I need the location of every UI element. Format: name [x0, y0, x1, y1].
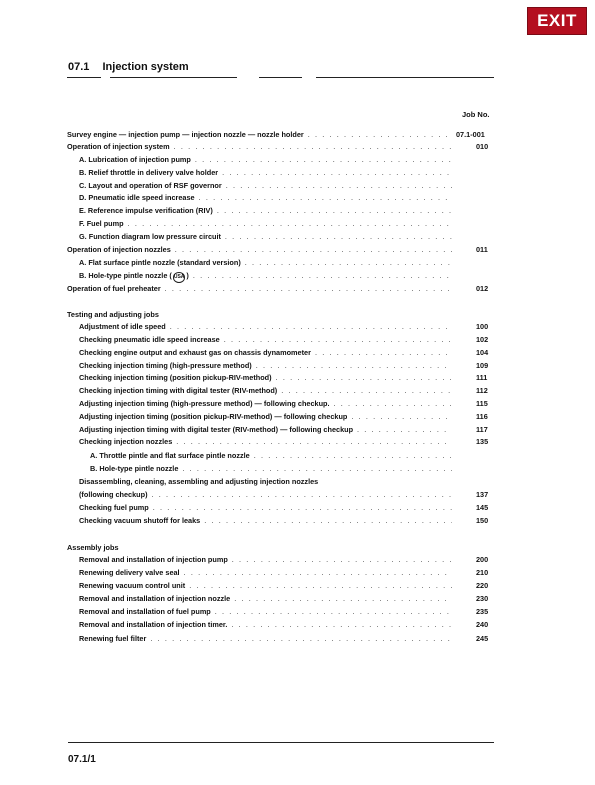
- toc-entry-label: B. Relief throttle in delivery valve holder: [79, 168, 219, 177]
- title-rule-1: [110, 77, 237, 78]
- toc-entry-label: A. Lubrication of injection pump: [79, 155, 191, 164]
- dot-leader: [215, 607, 452, 616]
- dot-leader: [231, 620, 452, 629]
- dot-leader: [170, 322, 452, 331]
- toc-entry-label: Removal and installation of fuel pump: [79, 607, 211, 616]
- dot-leader: [165, 284, 452, 293]
- dot-leader: [175, 245, 452, 254]
- toc-entry[interactable]: [79, 348, 489, 360]
- toc-entry[interactable]: [79, 607, 489, 619]
- toc-entry-label: Removal and installation of injection nozzle: [79, 594, 231, 603]
- dot-leader: [357, 425, 452, 434]
- toc-entry[interactable]: [79, 335, 489, 347]
- dot-leader: [152, 490, 452, 499]
- dot-leader: [276, 373, 452, 382]
- dot-leader: [193, 271, 452, 280]
- toc-entry-job-number: 116: [476, 412, 488, 421]
- exit-button[interactable]: EXIT: [527, 7, 587, 35]
- toc-entry[interactable]: [79, 271, 452, 283]
- toc-entry-job-number: 115: [476, 399, 488, 408]
- toc-entry[interactable]: [79, 412, 488, 424]
- toc-entry-job-number: 200: [476, 555, 489, 564]
- toc-entry-job-number: 245: [476, 634, 489, 643]
- toc-entry-label: Disassembling, cleaning, assembling and adjusting injection nozzles: [79, 477, 319, 486]
- toc-entry-label: D. Pneumatic idle speed increase: [79, 193, 195, 202]
- toc-entry-job-number: 137: [476, 490, 489, 499]
- dot-leader: [254, 451, 452, 460]
- toc-entry-label: C. Layout and operation of RSF governor: [79, 181, 222, 190]
- dot-leader: [182, 464, 452, 473]
- toc-entry[interactable]: [67, 130, 485, 142]
- toc-entry[interactable]: [79, 168, 452, 180]
- toc-entry-job-number: 150: [476, 516, 489, 525]
- toc-entry-label: Adjusting injection timing (high-pressure method) — following checkup.: [79, 399, 330, 408]
- title-underline: [67, 77, 101, 78]
- toc-entry-label: Survey engine — injection pump — injection nozzle — nozzle holder: [67, 130, 304, 139]
- toc-entry-label: Checking injection timing with digital tester (RIV-method): [79, 386, 278, 395]
- dot-leader: [226, 181, 452, 190]
- dot-leader: [334, 399, 452, 408]
- title-rule-3: [316, 77, 494, 78]
- toc-entry-job-number: 111: [476, 373, 488, 382]
- toc-entry-job-number: 112: [476, 386, 488, 395]
- toc-entry-label: Checking pneumatic idle speed increase: [79, 335, 220, 344]
- toc-entry-label: Checking vacuum shutoff for leaks: [79, 516, 201, 525]
- title-rule-2: [259, 77, 302, 78]
- toc-entry[interactable]: [79, 322, 489, 334]
- toc-entry-label: A. Flat surface pintle nozzle (standard version): [79, 258, 241, 267]
- toc-entry-label: Renewing fuel filter: [79, 634, 147, 643]
- toc-entry-job-number: 145: [476, 503, 489, 512]
- toc-entry-label: Checking injection timing (high-pressure method): [79, 361, 252, 370]
- toc-entry-label: Operation of fuel preheater: [67, 284, 161, 293]
- toc-entry-label: Renewing delivery valve seal: [79, 568, 180, 577]
- toc-entry-label: Operation of injection system: [67, 142, 170, 151]
- section-title-text: Injection system: [102, 61, 189, 73]
- dot-leader: [204, 516, 452, 525]
- toc-entry-label: B. Hole-type pintle nozzle (: [79, 271, 172, 280]
- dot-leader: [245, 258, 452, 267]
- section-number: 07.1: [68, 61, 90, 73]
- toc-entry-label: Checking injection nozzles: [79, 437, 173, 446]
- dot-leader: [184, 568, 452, 577]
- dot-leader: [234, 594, 452, 603]
- dot-leader: [256, 361, 452, 370]
- toc-entry-label: Removal and installation of injection timer.: [79, 620, 228, 629]
- dot-leader: [351, 412, 452, 421]
- toc-entry-label: F. Fuel pump: [79, 219, 124, 228]
- toc-entry-job-number: 102: [476, 335, 489, 344]
- toc-entry[interactable]: [79, 568, 489, 580]
- toc-entry-job-number: 240: [476, 620, 489, 629]
- dot-leader: [315, 348, 452, 357]
- toc-entry[interactable]: [79, 386, 488, 398]
- toc-entry-job-number: 011: [476, 245, 488, 254]
- toc-entry-label: Checking engine output and exhaust gas on chassis dynamometer: [79, 348, 311, 357]
- toc-entry-label: Checking fuel pump: [79, 503, 149, 512]
- toc-entry-job-number: 012: [476, 284, 489, 293]
- toc-entry-label: Assembly jobs: [67, 543, 119, 552]
- dot-leader: [225, 232, 452, 241]
- toc-entry-job-number: 100: [476, 322, 489, 331]
- toc-entry[interactable]: [79, 620, 489, 632]
- dot-leader: [224, 335, 452, 344]
- toc-entry-job-number: 230: [476, 594, 489, 603]
- toc-entry[interactable]: [79, 425, 488, 437]
- dot-leader: [281, 386, 452, 395]
- toc-entry-label: Adjusting injection timing with digital tester (RIV-method) — following checkup: [79, 425, 354, 434]
- dot-leader: [153, 503, 452, 512]
- dot-leader: [128, 219, 452, 228]
- toc-entry-job-number: 220: [476, 581, 489, 590]
- toc-entry[interactable]: [79, 373, 488, 385]
- toc-entry[interactable]: [79, 193, 452, 205]
- toc-entry[interactable]: [67, 310, 487, 322]
- toc-entry[interactable]: [79, 155, 452, 167]
- toc-entry-label: Checking injection timing (position pickup-RIV-method): [79, 373, 272, 382]
- toc-entry[interactable]: [90, 464, 452, 476]
- toc-entry-label: Removal and installation of injection pump: [79, 555, 228, 564]
- toc-entry[interactable]: [79, 258, 452, 270]
- toc-entry-job-number: 010: [476, 142, 489, 151]
- toc-entry-label: Operation of injection nozzles: [67, 245, 171, 254]
- toc-entry[interactable]: [79, 634, 489, 646]
- toc-entry[interactable]: [79, 361, 489, 373]
- dot-leader: [176, 437, 452, 446]
- toc-entry-label: Adjusting injection timing (position pickup-RIV-method) — following checkup: [79, 412, 348, 421]
- toc-entry[interactable]: [79, 581, 489, 593]
- dot-leader: [308, 130, 452, 139]
- toc-entry[interactable]: [79, 181, 452, 193]
- toc-entry[interactable]: [79, 399, 488, 411]
- toc-entry[interactable]: [67, 245, 488, 257]
- toc-entry-label: Testing and adjusting jobs: [67, 310, 159, 319]
- toc-entry-job-number: 135: [476, 437, 489, 446]
- toc-entry[interactable]: [67, 142, 489, 154]
- toc-entry-label: B. Hole-type pintle nozzle: [90, 464, 179, 473]
- toc-entry-job-number: 210: [476, 568, 489, 577]
- toc-entry[interactable]: [67, 543, 487, 555]
- toc-entry[interactable]: [79, 232, 452, 244]
- dot-leader: [199, 193, 452, 202]
- dot-leader: [174, 142, 452, 151]
- toc-entry[interactable]: [79, 490, 489, 502]
- usa-icon: USA: [173, 272, 186, 283]
- toc-entry-label: Adjustment of idle speed: [79, 322, 166, 331]
- toc-entry-label: E. Reference impulse verification (RIV): [79, 206, 213, 215]
- toc-entry-job-number: 235: [476, 607, 489, 616]
- toc-entry-label: Renewing vacuum control unit: [79, 581, 186, 590]
- toc-entry-job-number: 109: [476, 361, 489, 370]
- toc-entry[interactable]: [90, 451, 452, 463]
- toc-entry[interactable]: [79, 555, 489, 567]
- toc-entry-label: A. Throttle pintle and flat surface pintle nozzle: [90, 451, 250, 460]
- footer-rule: [68, 742, 494, 743]
- dot-leader: [217, 206, 452, 215]
- dot-leader: [150, 634, 452, 643]
- toc-entry-job-number: 104: [476, 348, 489, 357]
- toc-entry[interactable]: [79, 516, 489, 528]
- toc-entry[interactable]: [79, 594, 489, 606]
- toc-entry[interactable]: [79, 437, 489, 449]
- toc-entry[interactable]: [79, 503, 489, 515]
- toc-entry-job-number: 07.1-001: [456, 130, 485, 139]
- dot-leader: [222, 168, 452, 177]
- page-number: 07.1/1: [68, 754, 96, 765]
- toc-entry[interactable]: [79, 206, 452, 218]
- toc-entry-job-number: 117: [476, 425, 488, 434]
- toc-entry-label: G. Function diagram low pressure circuit: [79, 232, 221, 241]
- section-title: [68, 61, 189, 73]
- toc-entry[interactable]: [67, 284, 489, 296]
- dot-leader: [195, 155, 452, 164]
- dot-leader: [189, 581, 452, 590]
- toc-entry-label-suffix: ): [186, 271, 189, 280]
- toc-entry-label: (following checkup): [79, 490, 148, 499]
- job-no-header: Job No.: [462, 110, 490, 119]
- toc-entry[interactable]: [79, 477, 499, 489]
- dot-leader: [232, 555, 452, 564]
- toc-entry[interactable]: [79, 219, 452, 231]
